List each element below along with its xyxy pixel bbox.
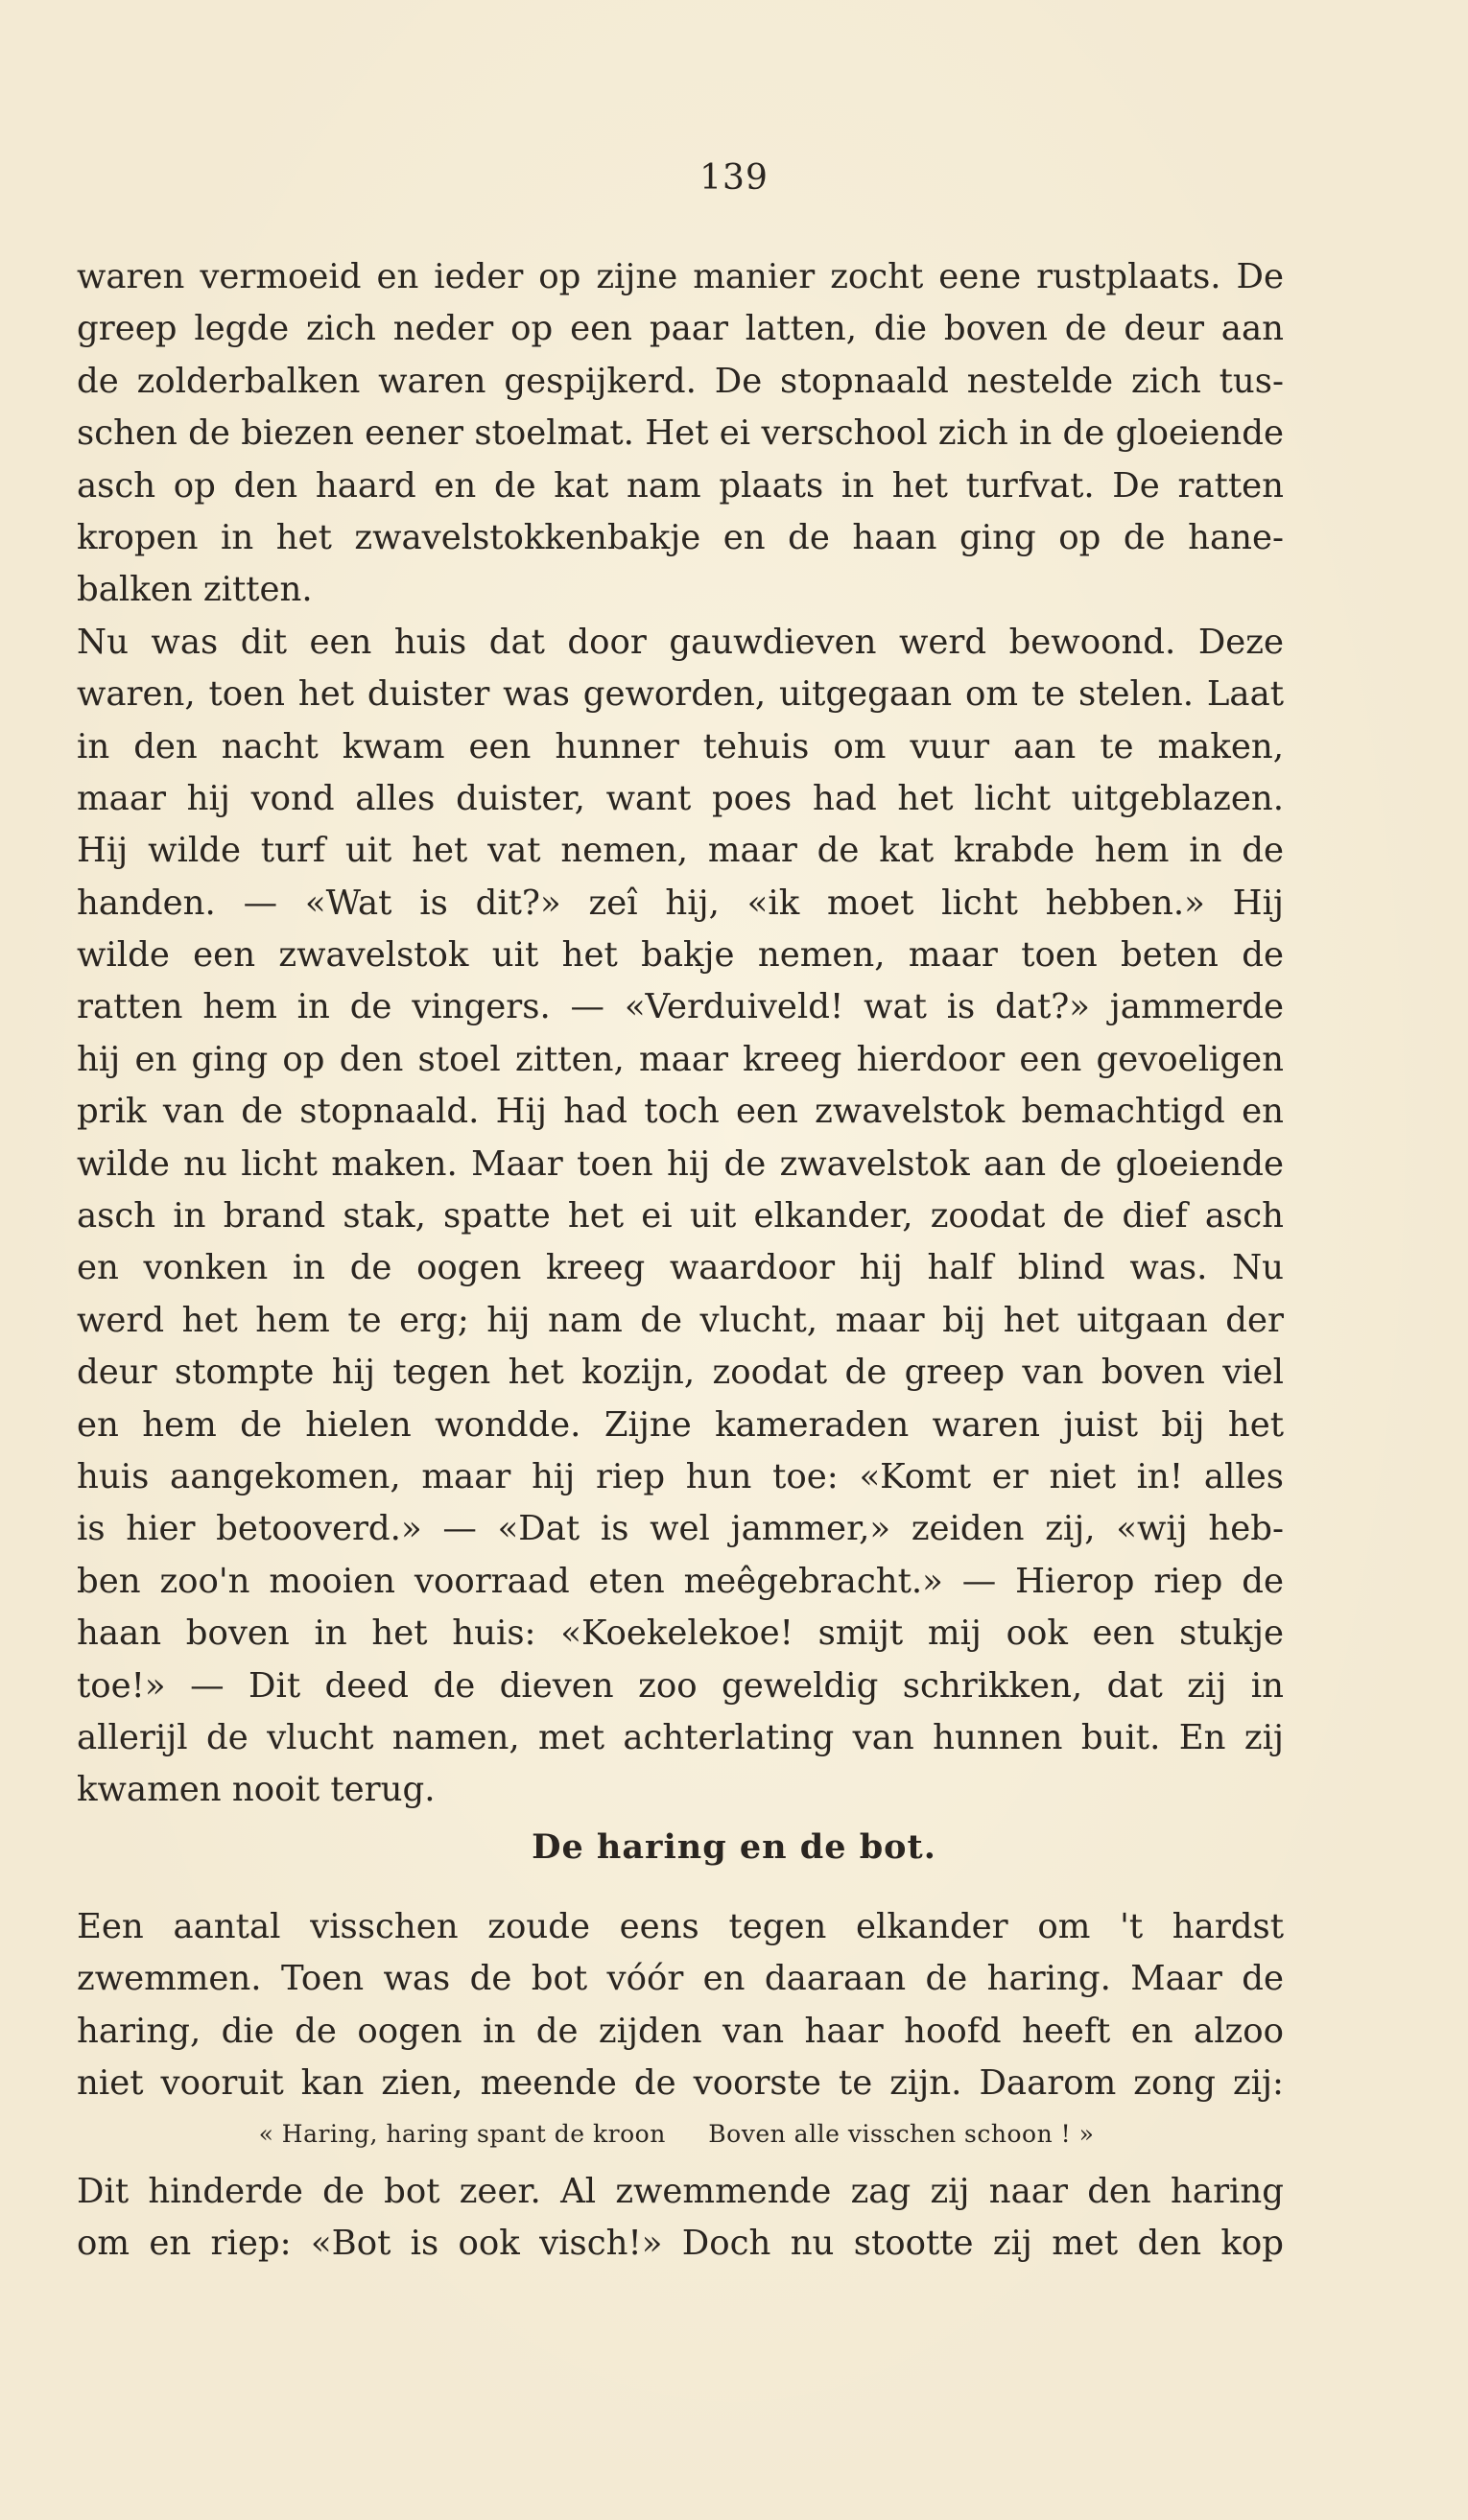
text-line: om en riep: «Bot is ook visch!» Doch nu stootte zij met den kop xyxy=(77,2224,1284,2264)
text-line: haring, die de oogen in de zijden van haar hoofd heeft en alzoo xyxy=(77,2011,1284,2051)
story-text-block xyxy=(77,251,1284,1817)
text-line: wilde een zwavelstok uit het bakje nemen, maar toen beten de xyxy=(77,935,1284,976)
text-line: allerijl de vlucht namen, met achterlating van hunnen buit. En zij xyxy=(77,1717,1284,1757)
text-line: asch op den haard en de kat nam plaats in het turfvat. De ratten xyxy=(77,465,1284,506)
text-line: hij en ging op den stoel zitten, maar kreeg hierdoor een gevoeligen xyxy=(77,1039,1284,1079)
text-line: balken zitten. xyxy=(77,570,313,610)
text-line: en hem de hielen wondde. Zijne kameraden waren juist bij het xyxy=(77,1404,1284,1445)
text-line: kwamen nooit terug. xyxy=(77,1770,436,1810)
text-line: prik van de stopnaald. Hij had toch een zwavelstok bemachtigd en xyxy=(77,1092,1284,1132)
text-line: in den nacht kwam een hunner tehuis om vuur aan te maken, xyxy=(77,726,1284,766)
text-line: en vonken in de oogen kreeg waardoor hij half blind was. Nu xyxy=(77,1248,1284,1288)
text-line: deur stompte hij tegen het kozijn, zoodat de greep van boven viel xyxy=(77,1353,1284,1393)
text-line: schen de biezen eener stoelmat. Het ei verschool zich in de gloeiende xyxy=(77,413,1284,454)
text-line: zwemmen. Toen was de bot vóór en daaraan de haring. Maar de xyxy=(77,1959,1284,1999)
verse-part: « Haring, haring spant de kroon xyxy=(258,2120,666,2148)
text-line: maar hij vond alles duister, want poes had het licht uitgeblazen. xyxy=(77,778,1284,818)
text-line: handen. — «Wat is dit?» zeî hij, «ik moet licht hebben.» Hij xyxy=(77,883,1284,923)
text-line: asch in brand stak, spatte het ei uit elkander, zoodat de dief asch xyxy=(77,1196,1284,1236)
section-title: De haring en de bot. xyxy=(532,1827,936,1867)
text-line: ben zoo'n mooien voorraad eten meêgebracht.» — Hierop riep de xyxy=(77,1561,1284,1601)
text-line: wilde nu licht maken. Maar toen hij de zwavelstok aan de gloeiende xyxy=(77,1143,1284,1184)
text-line: waren vermoeid en ieder op zijne manier zocht eene rustplaats. De xyxy=(77,257,1284,296)
text-line: huis aangekomen, maar hij riep hun toe: «Komt er niet in! alles xyxy=(77,1456,1284,1496)
page-number: 139 xyxy=(699,158,769,198)
verse-quote xyxy=(0,2120,1353,2148)
text-line: Een aantal visschen zoude eens tegen elkander om 't hardst xyxy=(77,1907,1284,1946)
text-line: werd het hem te erg; hij nam de vlucht, maar bij het uitgaan der xyxy=(77,1300,1284,1340)
fable-text-block xyxy=(77,1901,1284,2110)
verse-part: Boven alle visschen schoon ! » xyxy=(708,2120,1095,2148)
text-line: de zolderbalken waren gespijkerd. De stopnaald nestelde zich tus- xyxy=(77,361,1284,401)
text-line: waren, toen het duister was geworden, uitgegaan om te stelen. Laat xyxy=(77,674,1284,715)
text-line: is hier betooverd.» — «Dat is wel jammer,» zeiden zij, «wij heb- xyxy=(77,1509,1284,1549)
text-line: toe!» — Dit deed de dieven zoo geweldig schrikken, dat zij in xyxy=(77,1665,1284,1706)
text-line: haan boven in het huis: «Koekelekoe! smijt mij ook een stukje xyxy=(77,1613,1284,1654)
text-line: ratten hem in de vingers. — «Verduiveld! wat is dat?» jammerde xyxy=(77,987,1284,1027)
text-line: Nu was dit een huis dat door gauwdieven werd bewoond. Deze xyxy=(77,622,1284,662)
text-line: niet vooruit kan zien, meende de voorste te zijn. Daarom zong zij: xyxy=(77,2063,1284,2104)
text-line: greep legde zich neder op een paar latten, die boven de deur aan xyxy=(77,309,1284,349)
fable-text-block xyxy=(77,2166,1284,2271)
text-line: kropen in het zwavelstokkenbakje en de haan ging op de hane- xyxy=(77,517,1284,557)
text-line: Hij wilde turf uit het vat nemen, maar de kat krabde hem in de xyxy=(77,831,1284,871)
text-line: Dit hinderde de bot zeer. Al zwemmende zag zij naar den haring xyxy=(77,2172,1284,2211)
